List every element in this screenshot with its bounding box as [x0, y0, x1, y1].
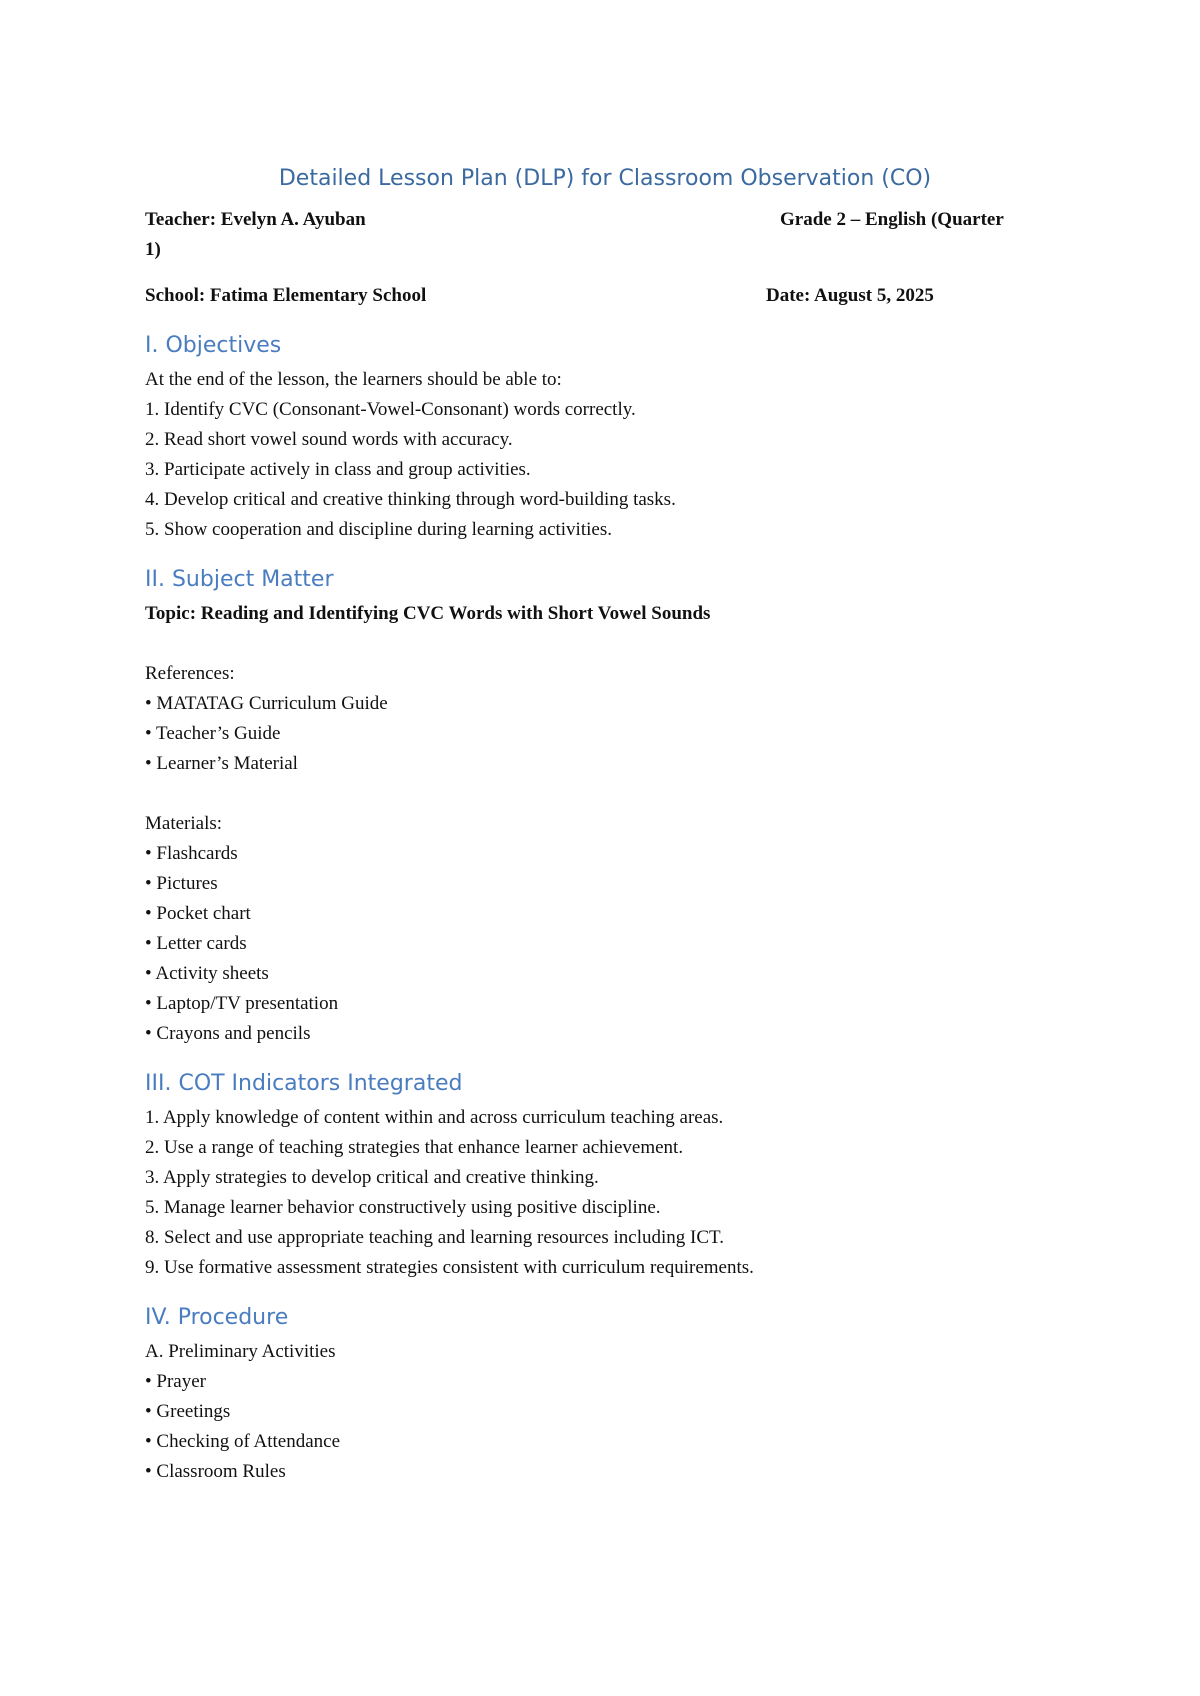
teacher-name: Teacher: Evelyn A. Ayuban — [145, 209, 366, 230]
school-name: School: Fatima Elementary School — [145, 285, 427, 306]
procedure-item: • Greetings — [145, 1401, 231, 1422]
reference-item: • Teacher’s Guide — [145, 723, 281, 744]
grade-subject: Grade 2 – English (Quarter — [780, 209, 1004, 230]
material-item: • Laptop/TV presentation — [145, 993, 339, 1014]
material-item: • Letter cards — [145, 933, 247, 954]
spacer — [145, 629, 1065, 659]
preliminary-activities-label: A. Preliminary Activities — [145, 1341, 336, 1362]
procedure-item: • Prayer — [145, 1371, 206, 1392]
cot-indicator-item: 2. Use a range of teaching strategies that enhance learner achievement. — [145, 1137, 684, 1158]
material-item: • Activity sheets — [145, 963, 269, 984]
reference-item: • MATATAG Curriculum Guide — [145, 693, 388, 714]
cot-indicator-item: 3. Apply strategies to develop critical and creative thinking. — [145, 1167, 599, 1188]
materials-label: Materials: — [145, 813, 223, 834]
objective-item: 1. Identify CVC (Consonant-Vowel-Consonant) words correctly. — [145, 399, 636, 420]
material-item: • Pocket chart — [145, 903, 251, 924]
lesson-date: Date: August 5, 2025 — [766, 285, 934, 306]
cot-indicator-item: 5. Manage learner behavior constructively using positive discipline. — [145, 1197, 661, 1218]
grade-subject-wrap: 1) — [145, 239, 161, 260]
references-label: References: — [145, 663, 235, 684]
objectives-heading: I. Objectives — [145, 333, 282, 358]
objective-item: 5. Show cooperation and discipline during learning activities. — [145, 519, 612, 540]
procedure-heading: IV. Procedure — [145, 1305, 289, 1330]
objectives-intro: At the end of the lesson, the learners should be able to: — [145, 369, 562, 390]
procedure-item: • Checking of Attendance — [145, 1431, 341, 1452]
lesson-topic: Topic: Reading and Identifying CVC Words with Short Vowel Sounds — [145, 603, 711, 624]
cot-indicator-item: 1. Apply knowledge of content within and across curriculum teaching areas. — [145, 1107, 724, 1128]
cot-indicators-heading: III. COT Indicators Integrated — [145, 1071, 463, 1096]
cot-indicator-item: 9. Use formative assessment strategies consistent with curriculum requirements. — [145, 1257, 754, 1278]
subject-matter-heading: II. Subject Matter — [145, 567, 334, 592]
document-title: Detailed Lesson Plan (DLP) for Classroom Observation (CO) — [278, 166, 932, 191]
objective-item: 4. Develop critical and creative thinking through word-building tasks. — [145, 489, 676, 510]
spacer — [145, 779, 1065, 809]
school-date-row — [145, 281, 1065, 311]
procedure-item: • Classroom Rules — [145, 1461, 286, 1482]
teacher-grade-row — [145, 205, 1065, 265]
objective-item: 3. Participate actively in class and group activities. — [145, 459, 531, 480]
material-item: • Pictures — [145, 873, 218, 894]
objective-item: 2. Read short vowel sound words with accuracy. — [145, 429, 513, 450]
cot-indicator-item: 8. Select and use appropriate teaching and learning resources including ICT. — [145, 1227, 724, 1248]
reference-item: • Learner’s Material — [145, 753, 298, 774]
material-item: • Crayons and pencils — [145, 1023, 311, 1044]
material-item: • Flashcards — [145, 843, 238, 864]
document-content — [145, 166, 1065, 1487]
